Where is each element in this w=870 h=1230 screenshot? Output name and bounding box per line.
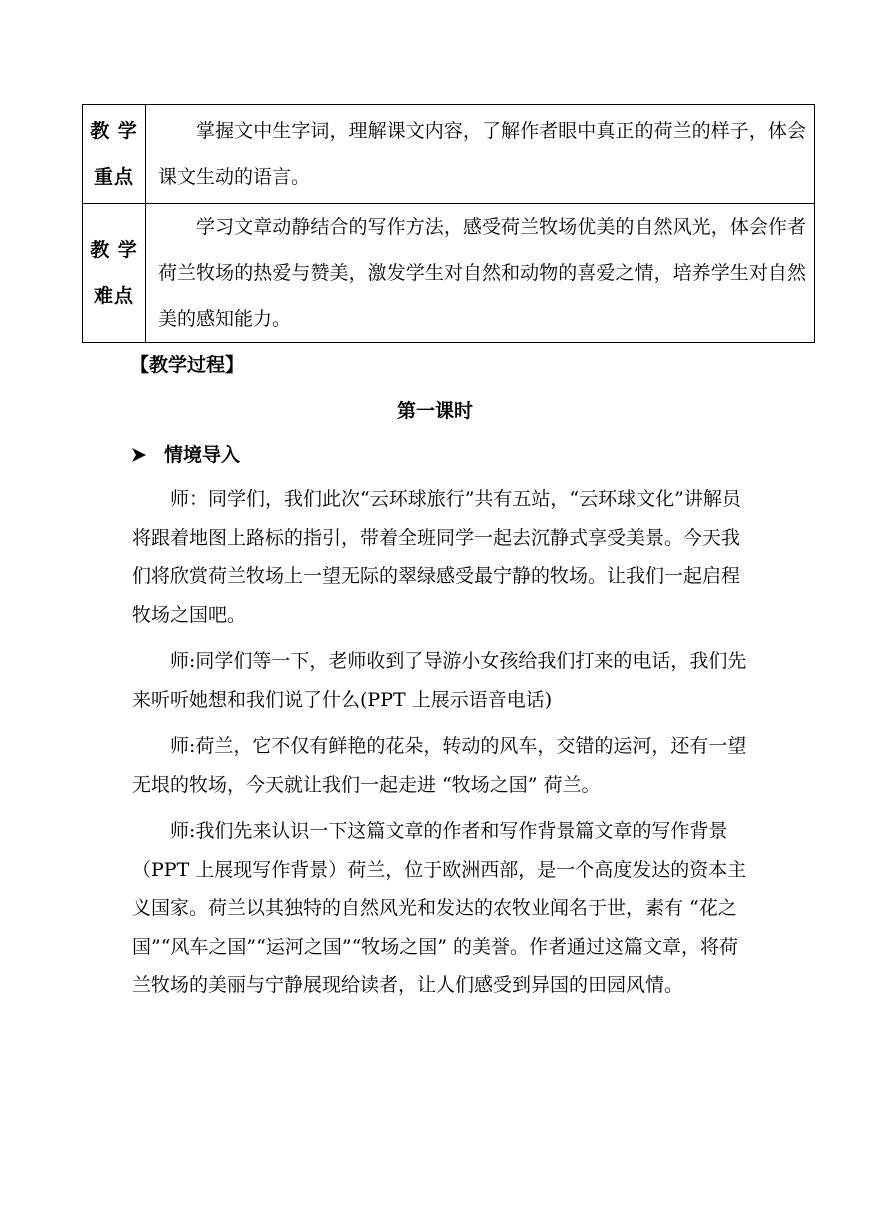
content-difficulties — [146, 204, 815, 343]
teaching-goals-table — [82, 104, 815, 343]
key-points-text: 掌握文中生字词，理解课文内容，了解作者眼中真正的荷兰的样子，体会课文生动的语言。 — [158, 120, 806, 188]
body-text — [132, 480, 752, 1013]
label-line-1: 教 学 — [90, 120, 138, 142]
paragraph: 师:我们先来认识一下这篇文章的作者和写作背景篇文章的写作背景（PPT 上展现写作背景）荷兰，位于欧洲西部，是一个高度发达的资本主义国家。荷兰以其独特的自然风光和发达的农牧业闻名于世，素有 “花之国”“风车之国”“运河之国”“牧场之国” 的美誉。作者通过这篇文章，将荷兰牧场的美丽与宁静展现给读者，让人们感受到异国的田园风情。 — [132, 820, 747, 996]
paragraph: 师:同学们等一下，老师收到了导游小女孩给我们打来的电话，我们先来听听她想和我们说了什么(PPT 上展示语音电话) — [132, 650, 747, 711]
paragraph: 师:荷兰，它不仅有鲜艳的花朵，转动的风车，交错的运河，还有一望无垠的牧场，今天就让我们一起走进 “牧场之国” 荷兰。 — [132, 735, 747, 796]
table-row-key-points — [83, 105, 815, 204]
label-difficulties — [83, 204, 146, 343]
content-key-points — [146, 105, 815, 204]
difficulties-text: 学习文章动静结合的写作方法，感受荷兰牧场优美的自然风光，体会作者荷兰牧场的热爱与赞美，激发学生对自然和动物的喜爱之情，培养学生对自然美的感知能力。 — [158, 216, 806, 330]
label-line-2: 难点 — [93, 285, 134, 307]
section-heading: 【教学过程】 — [130, 354, 245, 376]
lesson-title: 第一课时 — [396, 400, 473, 422]
table-row-difficulties — [83, 204, 815, 343]
bullet-heading-text: 情境导入 — [164, 444, 241, 466]
label-line-1: 教 学 — [90, 239, 138, 261]
label-key-points — [83, 105, 146, 204]
bullet-heading — [130, 440, 240, 470]
label-line-2: 重点 — [93, 166, 134, 188]
paragraph: 师：同学们，我们此次“云环球旅行”共有五站，“云环球文化”讲解员将跟着地图上路标的指引，带着全班同学一起去沉静式享受美景。今天我们将欣赏荷兰牧场上一望无际的翠绿感受最宁静的牧场。让我们一起启程牧场之国吧。 — [132, 488, 741, 626]
arrow-right-icon — [130, 446, 148, 464]
